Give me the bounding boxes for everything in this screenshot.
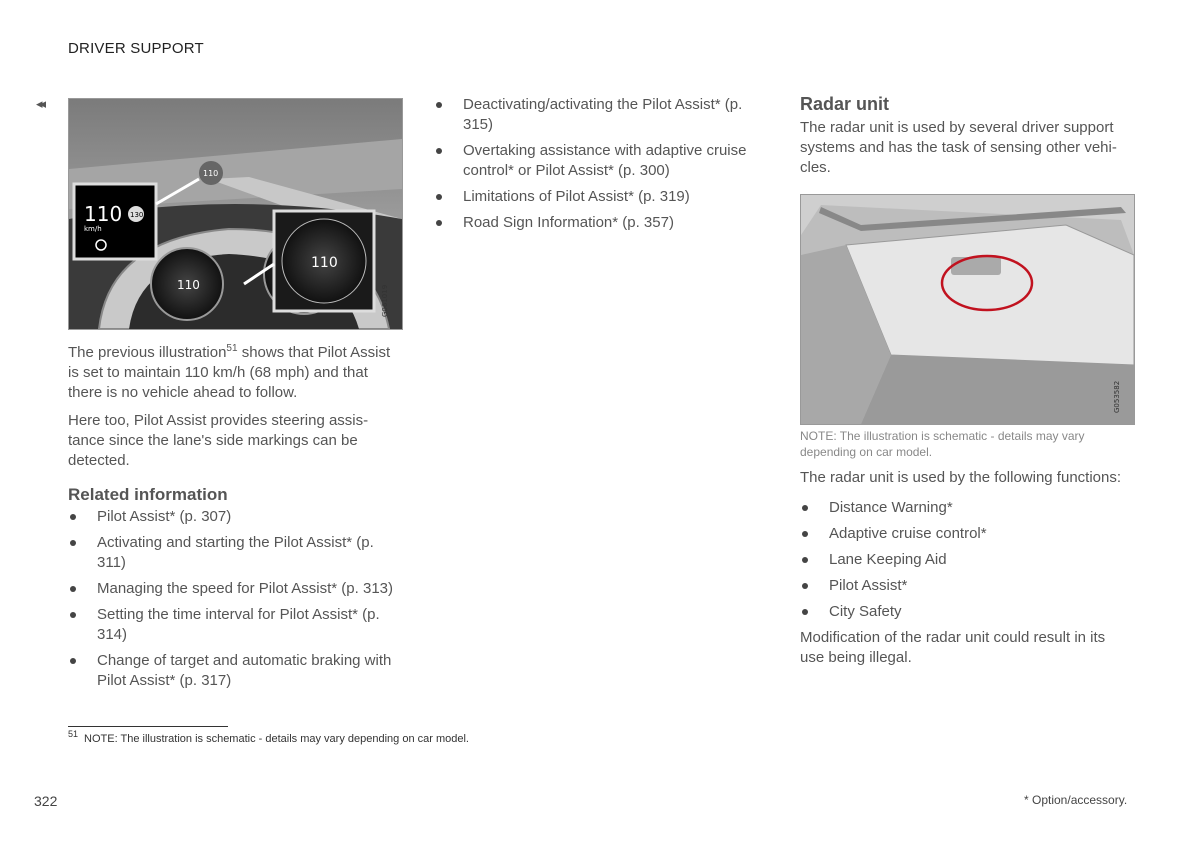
function-city-safety: City Safety xyxy=(800,602,1133,622)
paragraph-steering-assistance: Here too, Pilot Assist provides steering assis-tance since the lane's side markings can be detected. xyxy=(68,412,369,469)
illustration-note: NOTE: The illustration is schematic - details may vary depending on car model. xyxy=(800,429,1085,459)
right-column-lower-text xyxy=(800,428,1133,676)
related-link-deactivating[interactable]: Deactivating/activating the Pilot Assist* (p. 315) xyxy=(434,95,754,135)
figure-code-text: G061019 xyxy=(381,284,389,317)
modification-warning: Modification of the radar unit could result in its use being illegal. xyxy=(800,629,1106,666)
radar-figure-code-text: G053582 xyxy=(1113,380,1121,413)
page-header-title: DRIVER SUPPORT xyxy=(68,40,204,57)
svg-text:110: 110 xyxy=(311,255,338,271)
radar-unit-windshield-illustration xyxy=(800,194,1135,425)
function-distance-warning: Distance Warning* xyxy=(800,498,1133,518)
para1-text-b: shows that Pilot Assist is set to maintain 110 km/h (68 mph) and that there is no vehicle ahead to follow. xyxy=(68,344,391,401)
dashboard-illustration-svg xyxy=(69,99,402,329)
svg-text:110: 110 xyxy=(177,278,200,292)
middle-column-text xyxy=(434,95,754,239)
page-number: 322 xyxy=(34,793,58,809)
footnote-text: NOTE: The illustration is schematic - details may vary depending on car model. xyxy=(84,733,469,745)
hud-limit-text: 130 xyxy=(130,211,144,219)
related-information-heading: Related information xyxy=(68,485,228,504)
footnote xyxy=(68,729,469,745)
right-column-text xyxy=(800,94,1133,194)
function-lane-keeping: Lane Keeping Aid xyxy=(800,550,1133,570)
functions-intro: The radar unit is used by the following functions: xyxy=(800,469,1122,486)
footnote-divider xyxy=(68,726,228,727)
double-chevron-left-icon[interactable]: ◂◂ xyxy=(36,96,44,111)
related-link-time-interval[interactable]: Setting the time interval for Pilot Assist* (p. 314) xyxy=(68,605,403,645)
related-link-activating[interactable]: Activating and starting the Pilot Assist* (p. 311) xyxy=(68,533,403,573)
related-link-pilot-assist[interactable]: Pilot Assist* (p. 307) xyxy=(68,507,403,527)
related-link-limitations[interactable]: Limitations of Pilot Assist* (p. 319) xyxy=(434,187,754,207)
pilot-assist-dashboard-illustration xyxy=(68,98,403,330)
footnote-ref[interactable]: 51 xyxy=(226,343,238,354)
middle-related-list xyxy=(434,95,754,233)
function-adaptive-cruise: Adaptive cruise control* xyxy=(800,524,1133,544)
related-link-road-sign[interactable]: Road Sign Information* (p. 357) xyxy=(434,213,754,233)
para1-text-a: The previous illustration xyxy=(68,344,227,361)
related-link-overtaking[interactable]: Overtaking assistance with adaptive cruise control* or Pilot Assist* (p. 300) xyxy=(434,141,754,181)
left-column-text xyxy=(68,343,403,697)
windshield-illustration-svg xyxy=(801,195,1134,424)
related-link-change-target[interactable]: Change of target and automatic braking with Pilot Assist* (p. 317) xyxy=(68,651,403,691)
option-accessory-note: * Option/accessory. xyxy=(1024,793,1128,807)
paragraph-illustration-note xyxy=(68,343,403,403)
radar-unit-heading: Radar unit xyxy=(800,94,890,114)
hud-speed-text: 110 xyxy=(84,202,123,226)
radar-intro-paragraph: The radar unit is used by several driver support systems and has the task of sensing other vehi-cles. xyxy=(800,119,1117,176)
related-information-list xyxy=(68,507,403,691)
radar-functions-list xyxy=(800,498,1133,622)
footnote-number: 51 xyxy=(68,729,79,740)
related-link-managing-speed[interactable]: Managing the speed for Pilot Assist* (p. 313) xyxy=(68,579,403,599)
hud-unit-text: km/h xyxy=(84,225,102,233)
function-pilot-assist: Pilot Assist* xyxy=(800,576,1133,596)
svg-text:110: 110 xyxy=(203,169,219,178)
